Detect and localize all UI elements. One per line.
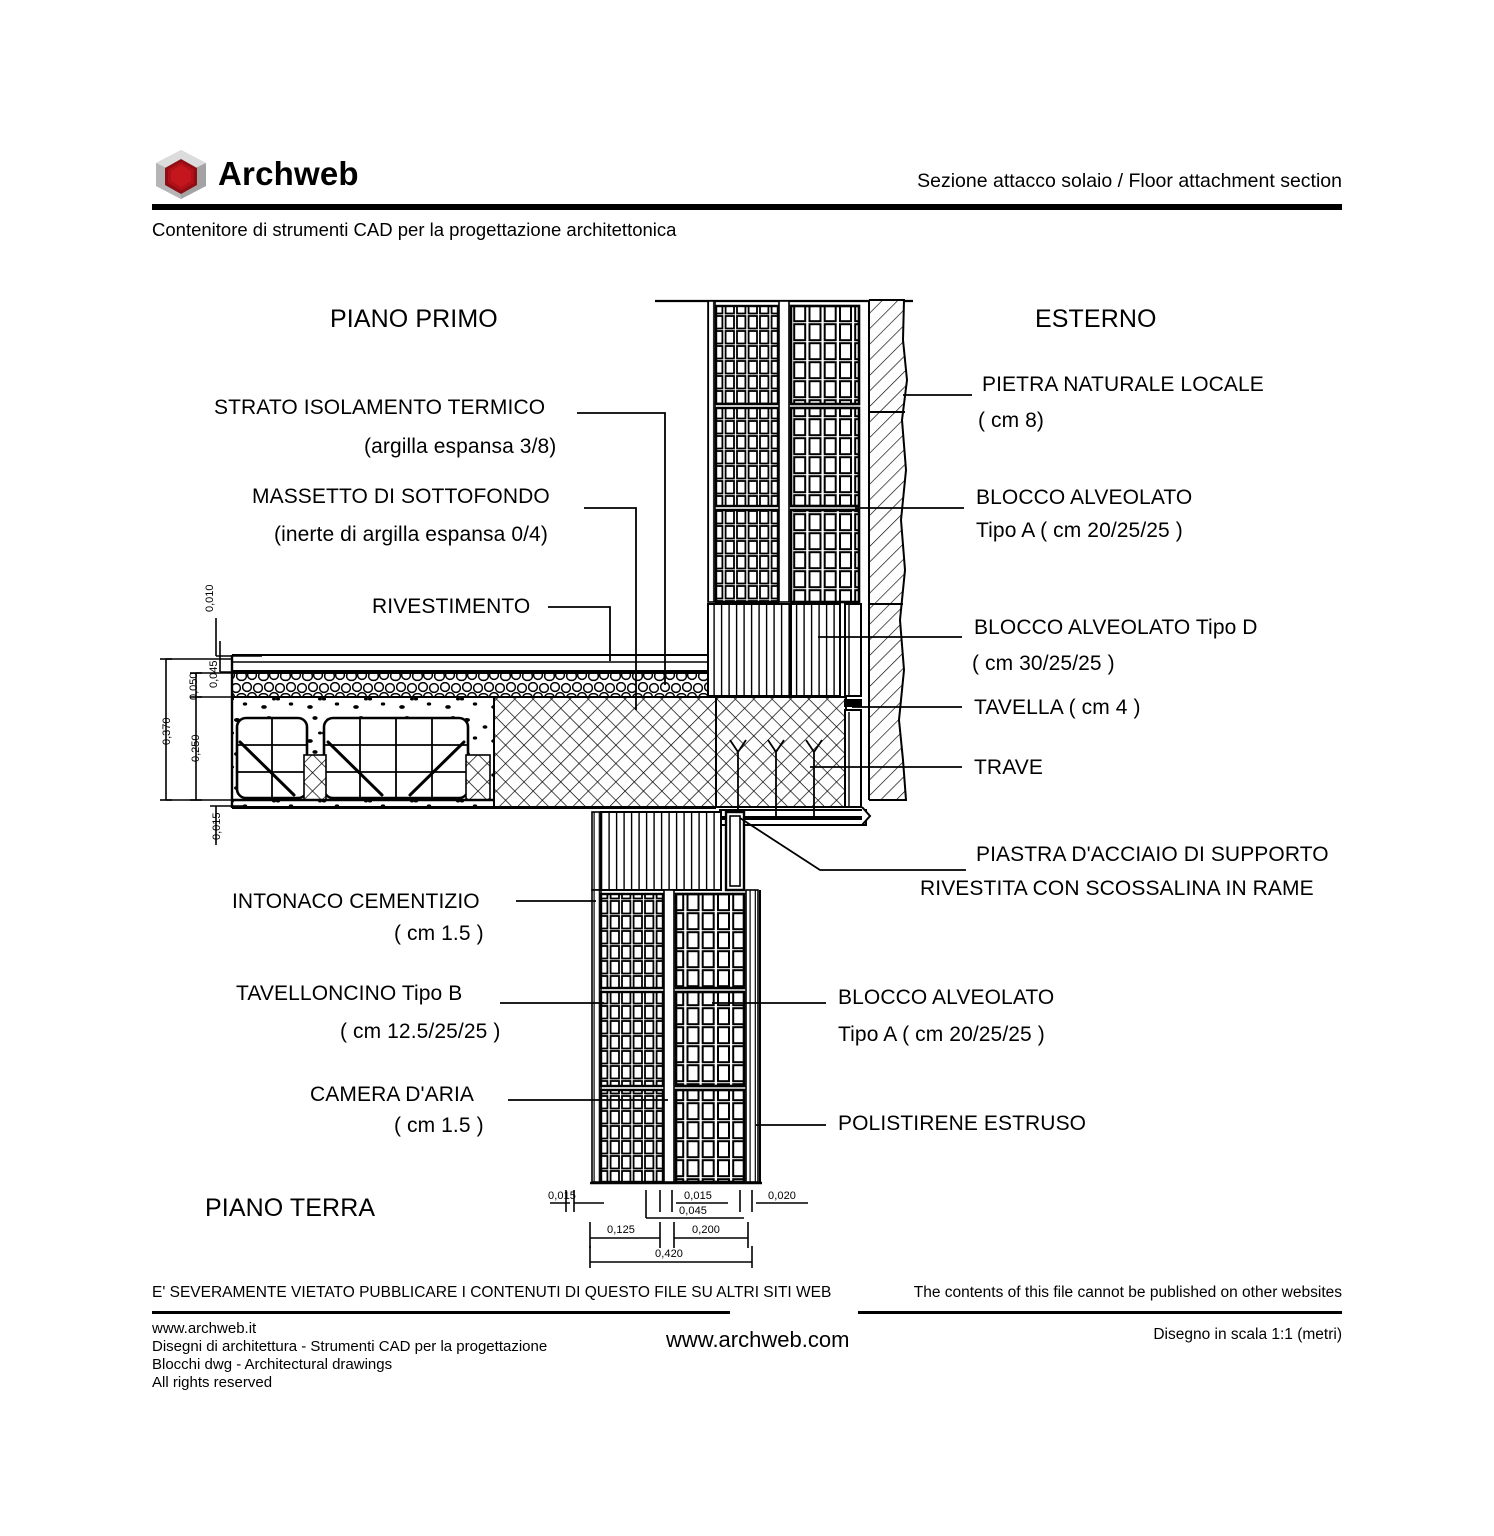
dim-h-0200-text: 0,200	[692, 1224, 721, 1236]
label-pietra-naturale-locale: PIETRA NATURALE LOCALE	[982, 373, 1264, 396]
footer-notice-it: E' SEVERAMENTE VIETATO PUBBLICARE I CONTENUTI DI QUESTO FILE SU ALTRI SITI WEB	[152, 1284, 832, 1301]
label-piastra-acciaio-sub: RIVESTITA CON SCOSSALINA IN RAME	[920, 877, 1314, 900]
label-pietra-naturale-locale-sub: ( cm 8)	[978, 409, 1045, 432]
footer-notice-en: The contents of this file cannot be published on other websites	[913, 1284, 1342, 1301]
label-blocco-alveolato-tipo-a-bottom: BLOCCO ALVEOLATO	[838, 986, 1055, 1009]
dim-h-0125-text: 0,125	[607, 1224, 636, 1236]
label-tavella: TAVELLA ( cm 4 )	[974, 696, 1141, 719]
dim-0250-text: 0,250	[190, 734, 202, 762]
label-blocco-alveolato-tipo-d: BLOCCO ALVEOLATO Tipo D	[974, 616, 1258, 639]
footer-line3: Blocchi dwg - Architectural drawings	[152, 1356, 393, 1373]
dim-h-0015-a-text: 0,015	[548, 1190, 577, 1202]
label-piano-terra: PIANO TERRA	[205, 1194, 376, 1222]
dim-0050-text: 0,050	[188, 672, 200, 700]
label-massetto-di-sottofondo: MASSETTO DI SOTTOFONDO	[252, 485, 550, 508]
label-esterno: ESTERNO	[1035, 305, 1157, 333]
label-camera-d-aria-sub: ( cm 1.5 )	[394, 1114, 484, 1137]
label-camera-d-aria: CAMERA D'ARIA	[310, 1083, 475, 1106]
label-blocco-alveolato-tipo-a-top: BLOCCO ALVEOLATO	[976, 486, 1193, 509]
footer-line2: Disegni di architettura - Strumenti CAD per la progettazione	[152, 1338, 548, 1355]
footer-line4: All rights reserved	[152, 1374, 273, 1391]
label-polistirene-estruso: POLISTIRENE ESTRUSO	[838, 1112, 1087, 1135]
label-blocco-alveolato-tipo-d-sub: ( cm 30/25/25 )	[972, 652, 1115, 675]
label-rivestimento: RIVESTIMENTO	[372, 595, 531, 618]
dim-0015-left-text: 0,015	[211, 812, 223, 840]
label-massetto-di-sottofondo-sub: (inerte di argilla espansa 0/4)	[274, 523, 548, 546]
dim-0045-text: 0,045	[208, 660, 220, 688]
label-intonaco-cementizio-sub: ( cm 1.5 )	[394, 922, 484, 945]
label-tavelloncino-tipo-b: TAVELLONCINO Tipo B	[236, 982, 463, 1005]
label-strato-isolamento-termico-sub: (argilla espansa 3/8)	[364, 435, 557, 458]
label-tavelloncino-tipo-b-sub: ( cm 12.5/25/25 )	[340, 1020, 501, 1043]
label-intonaco-cementizio: INTONACO CEMENTIZIO	[232, 890, 480, 913]
dim-h-0020-text: 0,020	[768, 1190, 797, 1202]
dim-0010-text: 0,010	[204, 584, 216, 612]
label-trave: TRAVE	[974, 756, 1043, 779]
brand-name: Archweb	[218, 155, 359, 192]
footer-site-it[interactable]: www.archweb.it	[152, 1320, 257, 1337]
footer-divider-right	[858, 1311, 1342, 1314]
footer-divider-left	[152, 1311, 730, 1314]
label-piano-primo: PIANO PRIMO	[330, 305, 498, 333]
dim-h-0045-text: 0,045	[679, 1205, 708, 1217]
dim-h-0420-text: 0,420	[655, 1248, 684, 1260]
label-blocco-alveolato-tipo-a-bottom-sub: Tipo A ( cm 20/25/25 )	[838, 1023, 1045, 1046]
dim-0370-text: 0,370	[161, 717, 173, 745]
label-blocco-alveolato-tipo-a-top-sub: Tipo A ( cm 20/25/25 )	[976, 519, 1183, 542]
sheet-title: Sezione attacco solaio / Floor attachment section	[917, 170, 1342, 192]
dim-h-0015-b-text: 0,015	[684, 1190, 713, 1202]
footer-scale: Disegno in scala 1:1 (metri)	[1153, 1326, 1342, 1343]
label-strato-isolamento-termico: STRATO ISOLAMENTO TERMICO	[214, 396, 546, 419]
label-piastra-acciaio: PIASTRA D'ACCIAIO DI SUPPORTO	[976, 843, 1329, 866]
header-subtitle: Contenitore di strumenti CAD per la progettazione architettonica	[152, 219, 677, 240]
footer-site-main[interactable]: www.archweb.com	[666, 1327, 850, 1352]
